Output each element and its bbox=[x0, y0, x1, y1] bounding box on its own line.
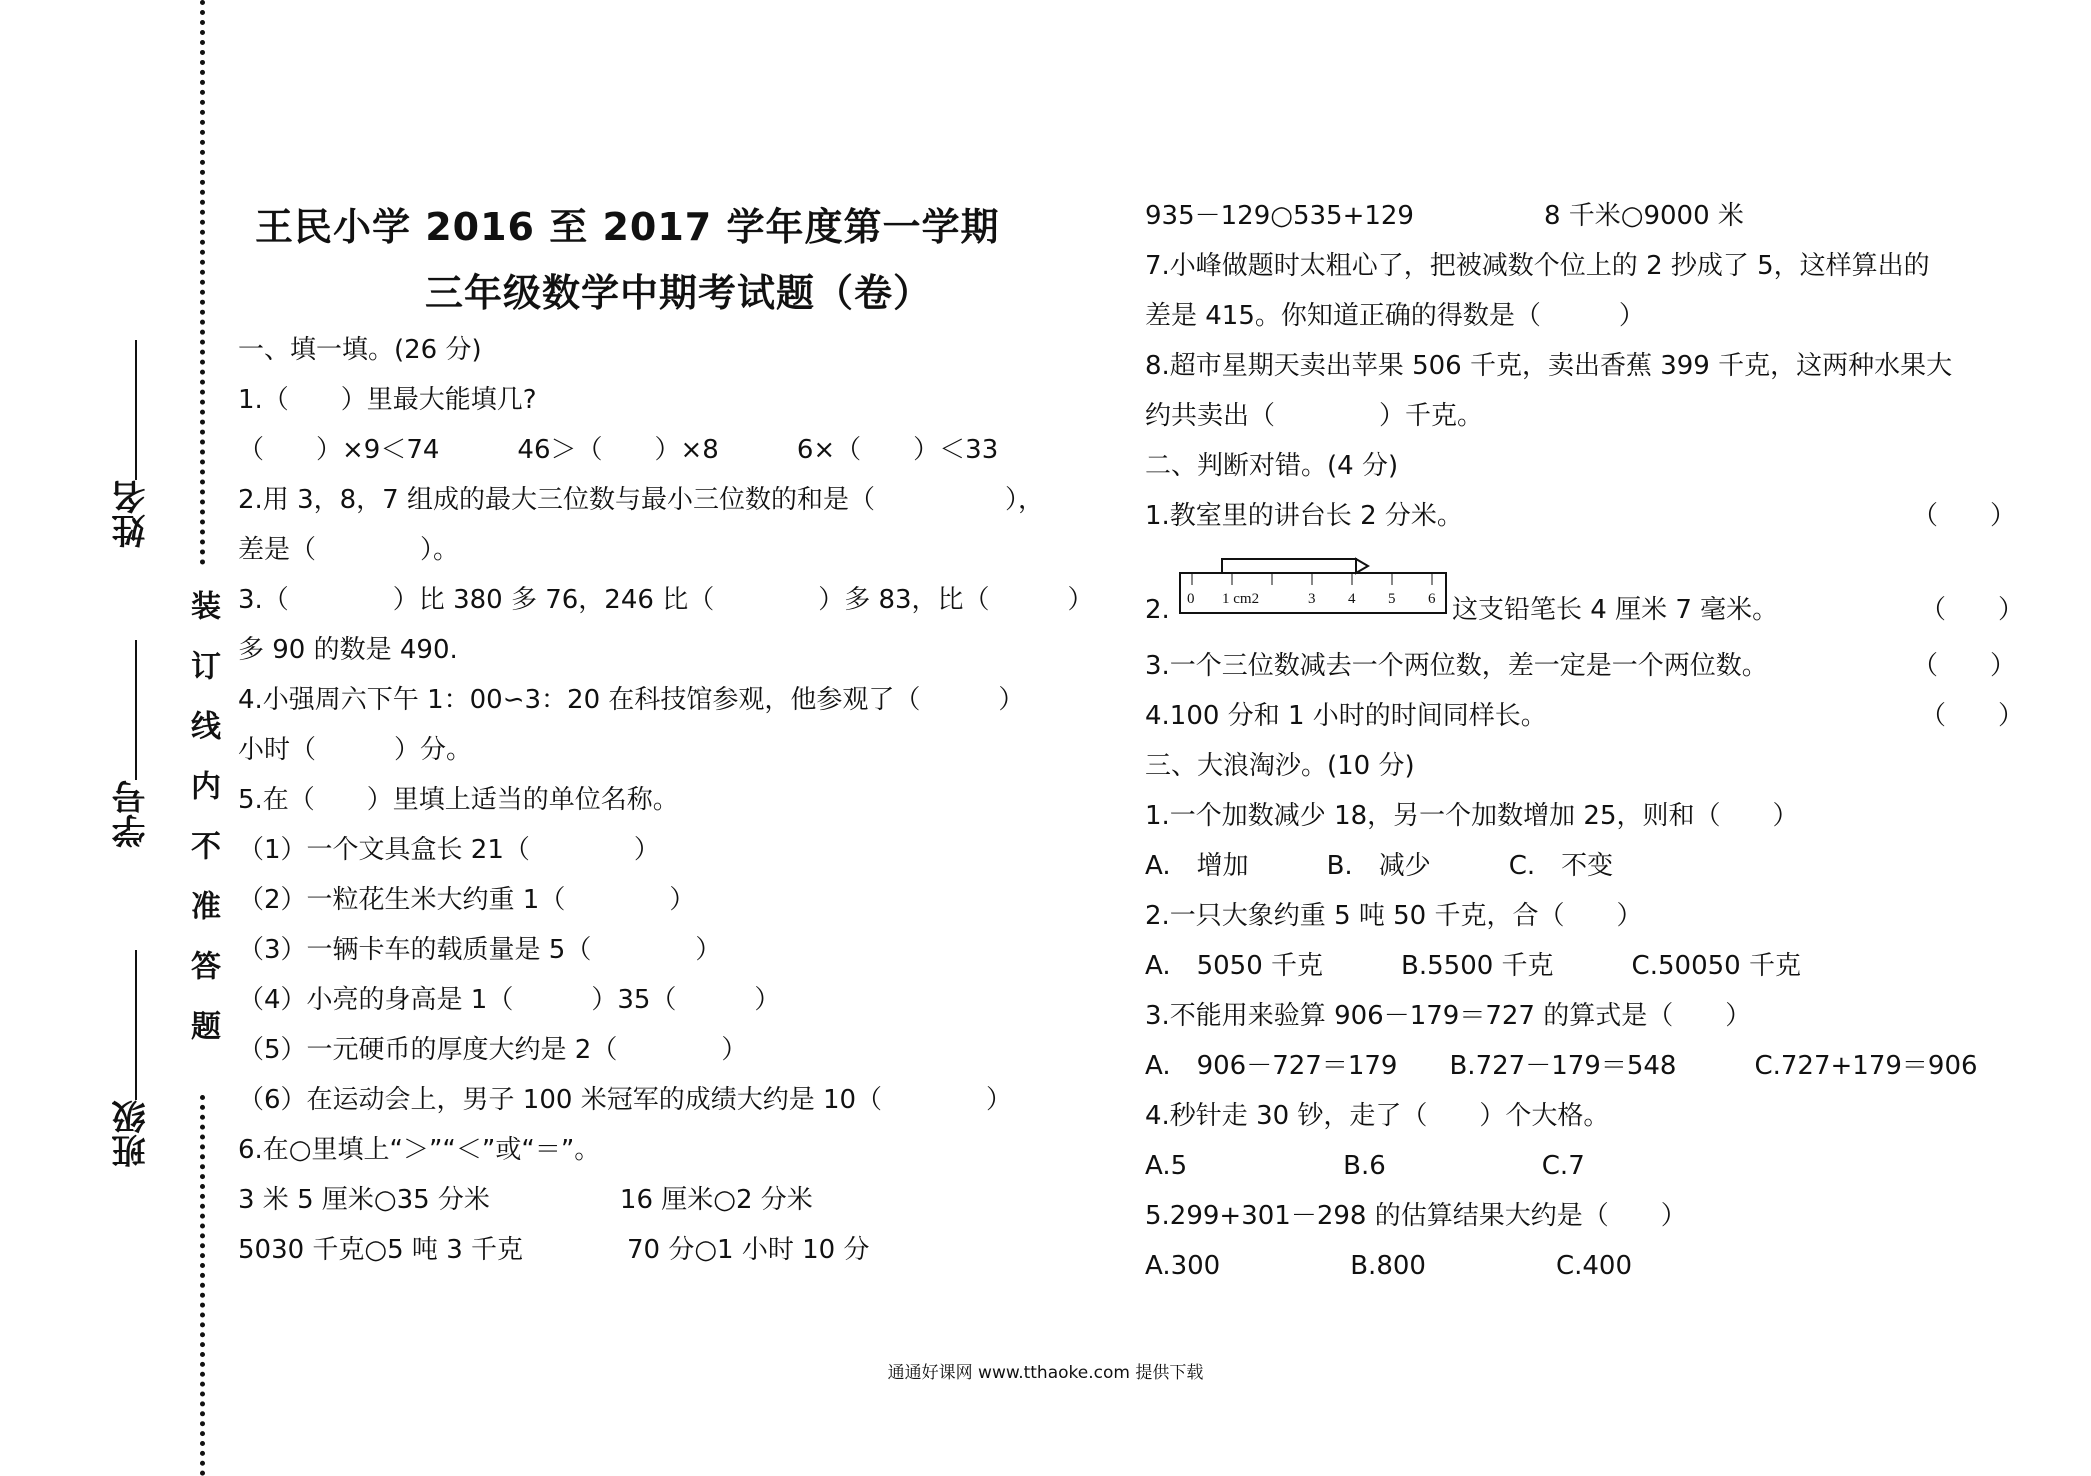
ruler-tick-label: 1 cm2 bbox=[1222, 591, 1260, 607]
judge-bracket-4: （ ） bbox=[1920, 701, 2025, 731]
class-line bbox=[135, 950, 137, 1100]
student-id-line bbox=[135, 640, 137, 780]
question-line: 1.一个加数减少 18，另一个加数增加 25，则和（ ） bbox=[1145, 801, 1799, 831]
pencil-ruler-figure bbox=[1178, 555, 1448, 615]
question-line: 小时（ ）分。 bbox=[238, 735, 473, 765]
question-line: 3.不能用来验算 906－179＝727 的算式是（ ） bbox=[1145, 1001, 1752, 1031]
question-line: 3.（ ）比 380 多 76，246 比（ ）多 83，比（ ） bbox=[238, 585, 1094, 615]
question-line: 多 90 的数是 490. bbox=[238, 635, 458, 665]
choice-line: A. 5050 千克 B.5500 千克 C.50050 千克 bbox=[1145, 951, 1801, 981]
question-line: 8.超市星期天卖出苹果 506 千克，卖出香蕉 399 千克，这两种水果大 bbox=[1145, 351, 1953, 381]
ruler-tick-label: 0 bbox=[1187, 591, 1195, 607]
question-line: 1.（ ）里最大能填几? bbox=[238, 385, 537, 415]
question-line: 差是（ ）。 bbox=[238, 535, 460, 565]
ruler-tick-label: 3 bbox=[1308, 591, 1316, 607]
student-id-label: 学号 bbox=[112, 780, 152, 848]
judge-question-2-number: 2. bbox=[1145, 595, 1170, 625]
ruler-tick-label: 6 bbox=[1428, 591, 1436, 607]
section-1-heading: 一、填一填。(26 分) bbox=[238, 335, 482, 365]
binding-warning-text: 装订线内不准答题 bbox=[185, 590, 220, 1070]
question-line: （5）一元硬币的厚度大约是 2（ ） bbox=[238, 1035, 748, 1065]
page-footer: 通通好课网 www.tthaoke.com 提供下载 bbox=[887, 1363, 1204, 1383]
binding-dotted-line-top bbox=[200, 0, 205, 565]
question-line: 差是 415。你知道正确的得数是（ ） bbox=[1145, 301, 1645, 331]
question-line: （ ）×9＜74 46＞（ ）×8 6×（ ）＜33 bbox=[238, 435, 999, 465]
question-line: 4.秒针走 30 钞，走了（ ）个大格。 bbox=[1145, 1101, 1610, 1131]
judge-bracket-1: （ ） bbox=[1912, 501, 2017, 531]
question-line: 约共卖出（ ）千克。 bbox=[1145, 401, 1484, 431]
section-3-heading: 三、大浪淘沙。(10 分) bbox=[1145, 751, 1415, 781]
exam-title-line2: 三年级数学中期考试题（卷） bbox=[425, 271, 933, 315]
judge-bracket-3: （ ） bbox=[1912, 651, 2017, 681]
judge-question-3: 3.一个三位数减去一个两位数，差一定是一个两位数。 bbox=[1145, 651, 1768, 681]
section-2-heading: 二、判断对错。(4 分) bbox=[1145, 451, 1399, 481]
judge-bracket-2: （ ） bbox=[1920, 595, 2025, 625]
question-line: 5.299+301－298 的估算结果大约是（ ） bbox=[1145, 1201, 1687, 1231]
question-line: 5030 千克○5 吨 3 千克 70 分○1 小时 10 分 bbox=[238, 1235, 870, 1265]
ruler-tick-label: 4 bbox=[1348, 591, 1356, 607]
exam-title-line1: 王民小学 2016 至 2017 学年度第一学期 bbox=[255, 205, 1000, 249]
question-line: 3 米 5 厘米○35 分米 16 厘米○2 分米 bbox=[238, 1185, 813, 1215]
pencil-body bbox=[1222, 559, 1356, 573]
choice-line: A. 增加 B. 减少 C. 不变 bbox=[1145, 851, 1614, 881]
question-line: （3）一辆卡车的载质量是 5（ ） bbox=[238, 935, 722, 965]
question-line: 2.用 3，8，7 组成的最大三位数与最小三位数的和是（ ）， bbox=[238, 485, 1044, 515]
name-label: 姓名 bbox=[112, 480, 152, 548]
binding-margin bbox=[0, 0, 240, 1476]
choice-line: A.5 B.6 C.7 bbox=[1145, 1151, 1585, 1181]
judge-question-4: 4.100 分和 1 小时的时间同样长。 bbox=[1145, 701, 1547, 731]
name-line bbox=[135, 340, 137, 480]
question-line: 935－129○535+129 8 千米○9000 米 bbox=[1145, 201, 1744, 231]
question-line: （2）一粒花生米大约重 1（ ） bbox=[238, 885, 696, 915]
judge-question-1: 1.教室里的讲台长 2 分米。 bbox=[1145, 501, 1463, 531]
question-line: （6）在运动会上，男子 100 米冠军的成绩大约是 10（ ） bbox=[238, 1085, 1013, 1115]
question-line: 4.小强周六下午 1：00∽3：20 在科技馆参观，他参观了（ ） bbox=[238, 685, 1025, 715]
question-line: 6.在○里填上“＞”“＜”或“＝”。 bbox=[238, 1135, 601, 1165]
question-line: 2.一只大象约重 5 吨 50 千克，合（ ） bbox=[1145, 901, 1643, 931]
judge-question-2: 这支铅笔长 4 厘米 7 毫米。 bbox=[1452, 595, 1779, 625]
choice-line: A.300 B.800 C.400 bbox=[1145, 1251, 1632, 1281]
choice-line: A. 906－727＝179 B.727－179＝548 C.727+179＝906 bbox=[1145, 1051, 1978, 1081]
class-label: 班级 bbox=[112, 1100, 152, 1168]
ruler-tick-label: 5 bbox=[1388, 591, 1396, 607]
question-line: （4）小亮的身高是 1（ ）35（ ） bbox=[238, 985, 781, 1015]
binding-dotted-line-bottom bbox=[200, 1095, 205, 1476]
question-line: 7.小峰做题时太粗心了，把被减数个位上的 2 抄成了 5，这样算出的 bbox=[1145, 251, 1930, 281]
question-line: （1）一个文具盒长 21（ ） bbox=[238, 835, 660, 865]
question-line: 5.在（ ）里填上适当的单位名称。 bbox=[238, 785, 679, 815]
pencil-tip bbox=[1356, 559, 1368, 573]
